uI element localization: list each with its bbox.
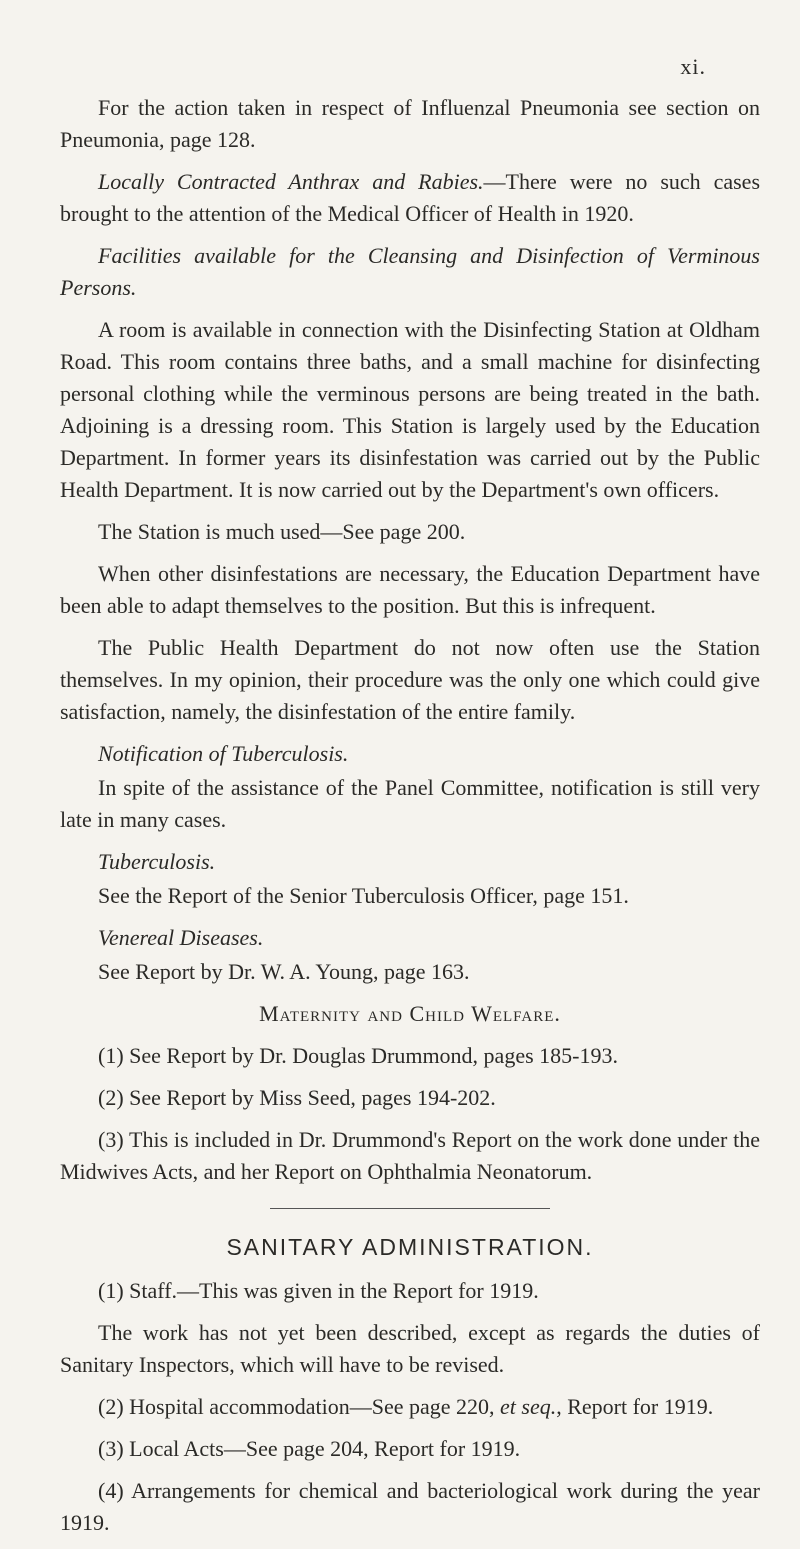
section-divider	[270, 1208, 550, 1209]
anthrax-paragraph	[60, 166, 760, 230]
maternity-item-3: (3) This is included in Dr. Drummond's Report on the work done under the Midwives Acts, and her Report on Ophthalmia Neonatorum.	[60, 1127, 760, 1184]
sanitary-local-acts: (3) Local Acts—See page 204, Report for 1919.	[98, 1436, 521, 1461]
facilities-paragraph-4: The Public Health Department do not now often use the Station themselves. In my opinion, their procedure was the only one which could give satisfaction, namely, the disinfestation of the entire family.	[60, 635, 760, 724]
tuberculosis-heading: Tuberculosis.	[98, 849, 216, 874]
tuberculosis-paragraph: See the Report of the Senior Tuberculosis Officer, page 151.	[98, 883, 629, 908]
notification-heading: Notification of Tuberculosis.	[98, 741, 349, 766]
facilities-paragraph-1: A room is available in connection with the Disinfecting Station at Oldham Road. This room contains three baths, and a small machine for disinfecting personal clothing while the verminous persons are being treated in the bath. Adjoining is a dressing room. This Station is largely used by the Education Department. In former years its disinfestation was carried out by the Public Health Department. It is now carried out by the Department's own officers.	[60, 317, 760, 502]
sanitary-work: The work has not yet been described, except as regards the duties of Sanitary Inspectors, which will have to be revised.	[60, 1320, 760, 1377]
influenzal-paragraph: For the action taken in respect of Influenzal Pneumonia see section on Pneumonia, page 128.	[60, 95, 760, 152]
anthrax-heading: Locally Contracted Anthrax and Rabies.	[98, 169, 484, 194]
sanitary-staff: (1) Staff.—This was given in the Report for 1919.	[98, 1278, 539, 1303]
page-number: xi.	[680, 54, 706, 79]
sanitary-hospital	[60, 1391, 760, 1423]
hospital-text-end: , Report for 1919.	[556, 1394, 714, 1419]
sanitary-arrangements: (4) Arrangements for chemical and bacteriological work during the year 1919.	[60, 1478, 760, 1535]
facilities-paragraph-2: The Station is much used—See page 200.	[98, 519, 466, 544]
maternity-item-1: (1) See Report by Dr. Douglas Drummond, pages 185-193.	[98, 1043, 618, 1068]
maternity-item-2: (2) See Report by Miss Seed, pages 194-202.	[98, 1085, 496, 1110]
hospital-et-seq: et seq.	[500, 1394, 557, 1419]
facilities-heading: Facilities available for the Cleansing and Disinfection of Verminous Persons.	[60, 243, 760, 300]
hospital-text-start: (2) Hospital accommodation—See page 220,	[98, 1394, 501, 1419]
anthrax-text: —There were no such cases brought to the attention of the Medical Officer of Health in 1920.	[60, 169, 760, 226]
facilities-paragraph-3: When other disinfestations are necessary, the Education Department have been able to adapt themselves to the position. But this is infrequent.	[60, 561, 760, 618]
venereal-heading: Venereal Diseases.	[98, 925, 264, 950]
venereal-paragraph: See Report by Dr. W. A. Young, page 163.	[98, 959, 470, 984]
page-body	[60, 92, 760, 1549]
maternity-heading: Maternity and Child Welfare.	[259, 1001, 561, 1026]
sanitary-heading: SANITARY ADMINISTRATION.	[226, 1234, 594, 1260]
notification-paragraph: In spite of the assistance of the Panel Committee, notification is still very late in many cases.	[60, 775, 760, 832]
